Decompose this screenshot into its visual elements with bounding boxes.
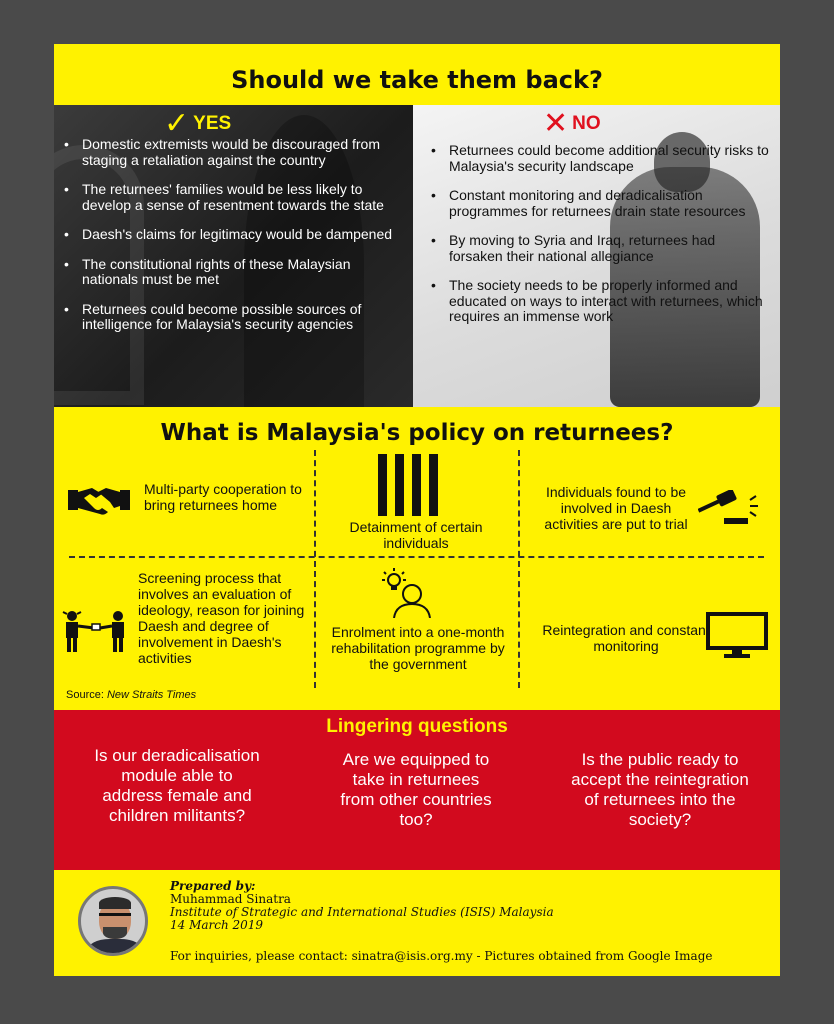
policy-item-rehabilitation: Enrolment into a one-month rehabilitation programme by the government <box>331 624 505 672</box>
list-item: • The returnees' families would be less likely to develop a sense of resentment towards the state <box>54 182 394 213</box>
grid-divider <box>314 450 316 688</box>
author-institute: Institute of Strategic and International Studies (ISIS) Malaysia <box>170 905 554 919</box>
policy-item-detainment: Detainment of certain individuals <box>349 519 483 551</box>
contact-line: For inquiries, please contact: sinatra@isis.org.my - Pictures obtained from Google Image <box>170 949 713 963</box>
policy-item-trial: Individuals found to be involved in Daesh activities are put to trial <box>544 484 688 532</box>
list-item: • The society needs to be properly informed and educated on ways to interact with returnees, which requires an immense work <box>421 278 771 325</box>
list-item: • The constitutional rights of these Malaysian nationals must be met <box>54 257 394 288</box>
source-note: Source: New Straits Times <box>66 689 197 701</box>
grid-divider <box>69 556 764 558</box>
question-public-ready: Is the public ready to accept the reintegration of returnees into the society? <box>571 750 749 829</box>
lingering-questions-section <box>54 710 780 870</box>
yes-panel <box>54 105 413 407</box>
check-icon: ✓ <box>164 107 190 140</box>
list-item: • Daesh's claims for legitimacy would be dampened <box>54 227 394 243</box>
grid-divider <box>518 450 520 688</box>
lingering-questions-title: Lingering questions <box>326 716 508 737</box>
author-name: Muhammad Sinatra <box>170 892 291 906</box>
gavel-icon <box>698 490 758 526</box>
list-item: • Returnees could become additional security risks to Malaysia's security landscape <box>421 143 771 174</box>
policy-title: What is Malaysia's policy on returnees? <box>160 420 674 446</box>
no-label: NO <box>572 113 601 134</box>
handshake-icon <box>68 482 130 518</box>
yes-list <box>54 137 394 347</box>
no-panel <box>413 105 780 407</box>
prepared-by-label: Prepared by: <box>170 879 256 893</box>
yes-label: YES <box>193 113 232 134</box>
yes-heading <box>164 109 231 139</box>
infographic <box>54 44 780 976</box>
prepared-date: 14 March 2019 <box>170 918 264 932</box>
question-deradicalisation: Is our deradicalisation module able to address female and children militants? <box>94 746 260 825</box>
prison-bars-icon <box>378 454 438 516</box>
policy-item-cooperation: Multi-party cooperation to bring returnees home <box>144 481 302 513</box>
policy-item-reintegration: Reintegration and constant monitoring <box>542 622 710 654</box>
cross-icon: ✕ <box>543 107 569 140</box>
list-item: • Constant monitoring and deradicalisation programmes for returnees drain state resources <box>421 188 771 219</box>
screening-people-icon <box>60 610 132 654</box>
list-item: • Returnees could become possible sources of intelligence for Malaysia's security agencies <box>54 302 394 333</box>
author-avatar <box>78 886 148 956</box>
no-list <box>421 143 771 339</box>
lightbulb-person-icon <box>374 568 438 618</box>
question-equipped: Are we equipped to take in returnees from other countries too? <box>340 750 492 829</box>
main-title: Should we take them back? <box>231 66 603 94</box>
list-item: • Domestic extremists would be discouraged from staging a retaliation against the country <box>54 137 394 168</box>
source-name: New Straits Times <box>106 689 197 701</box>
no-heading <box>543 109 601 139</box>
list-item: • By moving to Syria and Iraq, returnees had forsaken their national allegiance <box>421 233 771 264</box>
monitor-icon <box>706 612 768 658</box>
policy-item-screening: Screening process that involves an evaluation of ideology, reason for joining Daesh and degree of involvement in Daesh's activities <box>138 570 305 666</box>
